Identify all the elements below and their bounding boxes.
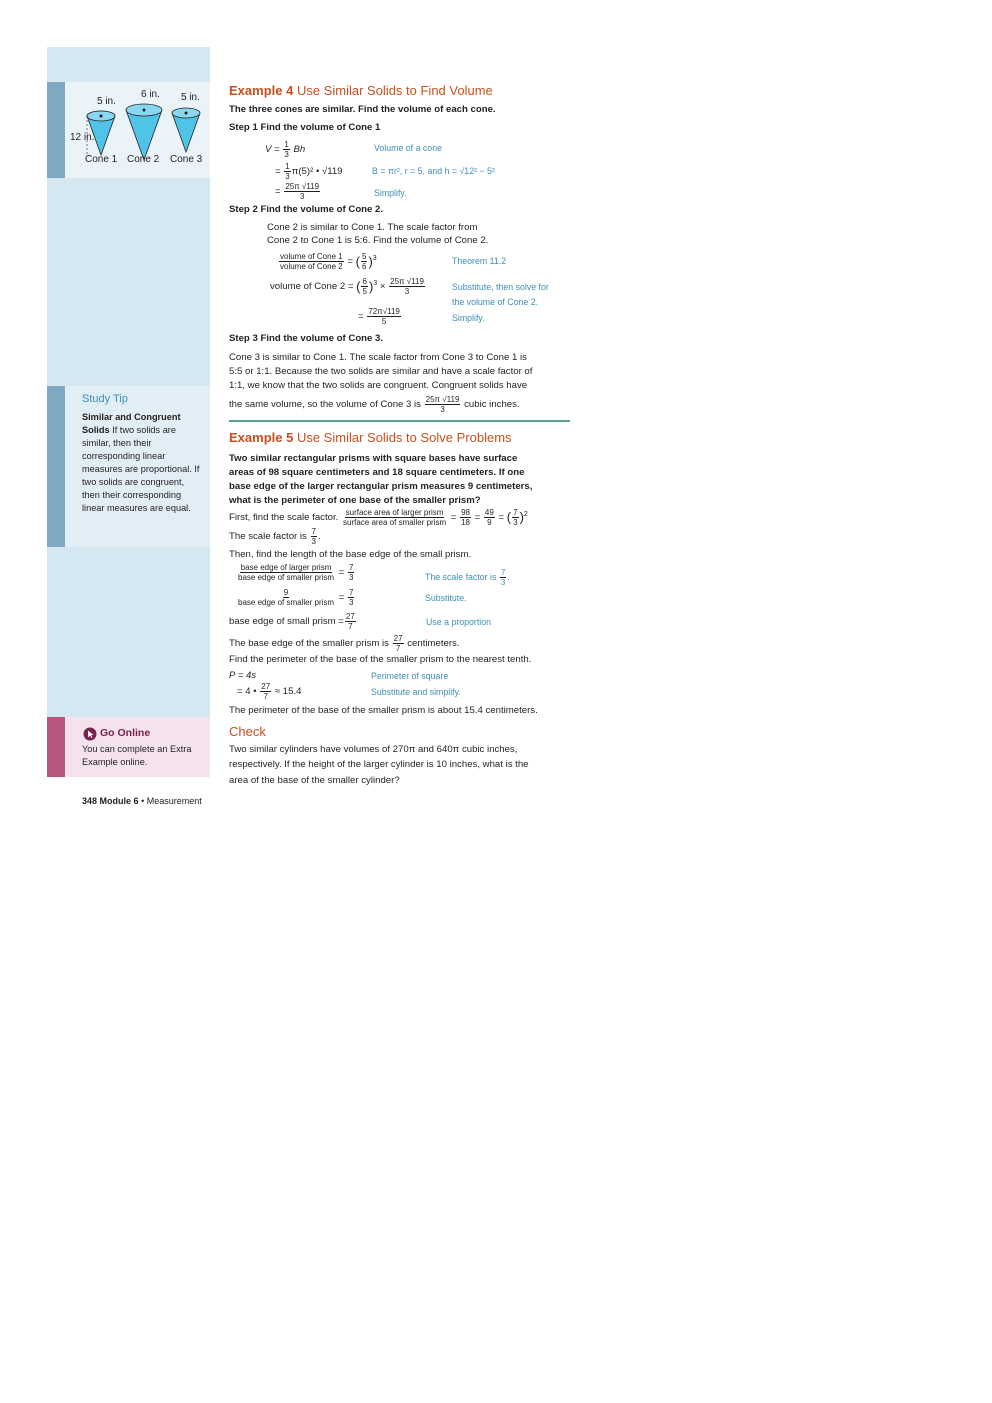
scale-text: The scale factor is <box>229 531 307 543</box>
example4-step3: Step 3 Find the volume of Cone 3. <box>229 333 384 344</box>
step1-formula: V = $\frac{1}{3}$ Bh <box>265 140 306 159</box>
example5-prompt-1: Two similar rectangular prisms with square bases have surface <box>229 453 518 464</box>
study-tip-title: Study Tip <box>82 393 128 405</box>
be-ratio-den: base edge of smaller prism <box>238 573 335 582</box>
cone1-label: Cone 1 <box>85 154 118 165</box>
step3-line2: 5:5 or 1:1. Because the two solids are similar and have a scale factor of <box>229 366 533 377</box>
edge-text-b: centimeters. <box>407 638 460 650</box>
section-divider <box>229 420 570 422</box>
example4-step2: Step 2 Find the volume of Cone 2. <box>229 204 384 215</box>
cone2-label: Cone 2 <box>127 154 160 165</box>
example4-heading <box>229 83 493 98</box>
step2-result: = $\frac{72\pi√119}{5}$ <box>358 307 400 326</box>
then-text: Then, find the length of the base edge of the small prism. <box>229 549 472 560</box>
example5-prompt-2: areas of 98 square centimeters and 18 square centimeters. If one <box>229 467 525 478</box>
step2-ratio: $\frac{\text{volume of Cone 1}}{\text{volume of Cone 2}}$ = ( $\frac{5}{6}$ )$^3$ <box>280 252 377 271</box>
edge-substitution: $\frac{9}{\text{base edge of smaller prism}}$ = $\frac{7}{3}$ <box>238 588 354 607</box>
step3-line4: the same volume, so the volume of Cone 3 is $\frac{25\pi √119}{3}$ cubic inches. <box>229 395 520 414</box>
example4-number: Example 4 <box>229 83 294 98</box>
cone3-radius-label: 5 in. <box>181 92 200 103</box>
example5-prompt-4: what is the perimeter of one base of the smaller prism? <box>229 495 481 506</box>
step2-text2: Cone 2 to Cone 1 is 5:6. Find the volume of Cone 2. <box>267 235 489 246</box>
step1-note1: Volume of a cone <box>374 143 442 153</box>
step2-note2b: the volume of Cone 2. <box>452 297 539 307</box>
edge-result: base edge of small prism = $\frac{27}{7}$ <box>229 612 355 631</box>
example5-number: Example 5 <box>229 430 294 445</box>
edge-ratio: $\frac{\text{base edge of larger prism}}{\text{base edge of smaller prism}}$ = $\frac{7}{3}$ <box>238 563 354 582</box>
page-footer <box>82 796 202 806</box>
cone1-radius-label: 5 in. <box>97 96 116 107</box>
check-line2: respectively. If the height of the larger cylinder is 10 inches, what is the <box>229 759 529 770</box>
go-online-title[interactable]: Go Online <box>100 727 151 739</box>
example4-title: Use Similar Solids to Find Volume <box>296 83 493 98</box>
conclusion-text: The perimeter of the base of the smaller prism is about 15.4 centimeters. <box>229 705 538 716</box>
note-scale-text: The scale factor is <box>425 571 497 582</box>
step2-text1: Cone 2 is similar to Cone 1. The scale factor from <box>267 222 478 233</box>
study-tip-strip <box>47 386 65 547</box>
step3-line1: Cone 3 is similar to Cone 1. The scale factor from Cone 3 to Cone 1 is <box>229 352 527 363</box>
step2-ratio-num: volume of Cone 1 <box>280 252 343 261</box>
be-sub-den: base edge of smaller prism <box>238 598 335 607</box>
cone-figure-strip <box>47 82 65 178</box>
be-ratio-num: base edge of larger prism <box>240 563 332 572</box>
check-line1: Two similar cylinders have volumes of 270π and 640π cubic inches, <box>229 744 518 755</box>
study-tip-text <box>82 411 200 515</box>
scale-factor-line: First, find the scale factor. $\frac{\text{surface area of larger prism}}{\text{surface area of smaller prism}}$ = $\frac{98}{18}$ = $\frac{49}{9}$ = ( $\frac{7}{3}$ )$^2$ <box>229 508 528 528</box>
step1-note2: B = πr², r = 5, and h = √12² − 5² <box>372 166 495 176</box>
module-label: Module 6 <box>99 796 139 806</box>
perimeter-value: ≈ 15.4 <box>274 686 302 698</box>
sa-ratio-num: surface area of larger prism <box>345 508 444 518</box>
step3-line4b: cubic inches. <box>464 399 520 411</box>
step1-result: = $\frac{25\pi √119}{3}$ <box>275 182 320 201</box>
cone3-label: Cone 3 <box>170 154 203 165</box>
cone-3 <box>172 108 200 152</box>
note-substitute-simplify: Substitute and simplify. <box>371 687 461 697</box>
scale-factor-result: The scale factor is $\frac{7}{3}$ . <box>229 527 321 546</box>
example5-heading <box>229 430 512 445</box>
check-line3: area of the base of the smaller cylinder? <box>229 775 400 786</box>
example4-prompt: The three cones are similar. Find the volume of each cone. <box>229 104 496 115</box>
check-heading: Check <box>229 724 266 739</box>
find-perimeter-text: Find the perimeter of the base of the smaller prism to the nearest tenth. <box>229 654 532 665</box>
example5-prompt-3: base edge of the larger rectangular prism measures 9 centimeters, <box>229 481 533 492</box>
page-number: 348 <box>82 796 98 806</box>
perimeter-calc: = 4 • $\frac{27}{7}$ ≈ 15.4 <box>237 682 302 701</box>
cone-height-label: 12 in. <box>70 132 95 143</box>
step3-line3: 1:1, we know that the two solids are congruent. Congruent solids have <box>229 380 528 391</box>
step2-note2a: Substitute, then solve for <box>452 282 549 292</box>
be-small-text: base edge of small prism = <box>229 616 344 628</box>
step2-note1: Theorem 11.2 <box>452 256 507 266</box>
step3-line4a: the same volume, so the volume of Cone 3 is <box>229 399 421 411</box>
perimeter-formula: P = 4s <box>229 670 257 681</box>
step1-substitution: = $\frac{1}{3}$ π(5)² • √119 <box>275 162 343 181</box>
note-perimeter: Perimeter of square <box>371 671 449 681</box>
edge-sentence: The base edge of the smaller prism is $\frac{27}{7}$ centimeters. <box>229 634 460 653</box>
step1-note3: Simplify. <box>374 188 407 198</box>
example5-title: Use Similar Solids to Solve Problems <box>296 430 512 445</box>
note-proportion: Use a proportion <box>426 617 492 627</box>
first-text: First, find the scale factor. <box>229 512 339 524</box>
step2-note3: Simplify. <box>452 313 485 323</box>
study-tip-bold: Similar and Congruent Solids <box>82 412 181 435</box>
topic-label: Measurement <box>146 796 202 806</box>
step2-lhs: volume of Cone 2 = <box>270 281 354 293</box>
go-online-text: You can complete an Extra Example online. <box>82 744 192 767</box>
note-scale-factor: The scale factor is $\frac{7}{3}$ . <box>425 568 510 587</box>
step2-ratio-den: volume of Cone 2 <box>280 262 343 271</box>
example4-step1: Step 1 Find the volume of Cone 1 <box>229 122 381 133</box>
step2-substitution: volume of Cone 2 = ( $\frac{6}{5}$ )$^3$ × $\frac{25\pi √119}{3}$ <box>270 277 424 296</box>
cone2-radius-label: 6 in. <box>141 89 160 100</box>
sa-ratio-den: surface area of smaller prism <box>342 518 447 528</box>
footer-separator: • <box>141 796 145 806</box>
study-tip-body: If two solids are similar, then their corresponding linear measures are proportional. If two solids are congruent, then their corresponding linear measures are equal. <box>82 425 200 513</box>
cone-2 <box>126 104 162 160</box>
go-online-strip <box>47 717 65 777</box>
note-substitute: Substitute. <box>425 593 467 603</box>
edge-text-a: The base edge of the smaller prism is <box>229 638 389 650</box>
cursor-icon <box>83 727 97 741</box>
